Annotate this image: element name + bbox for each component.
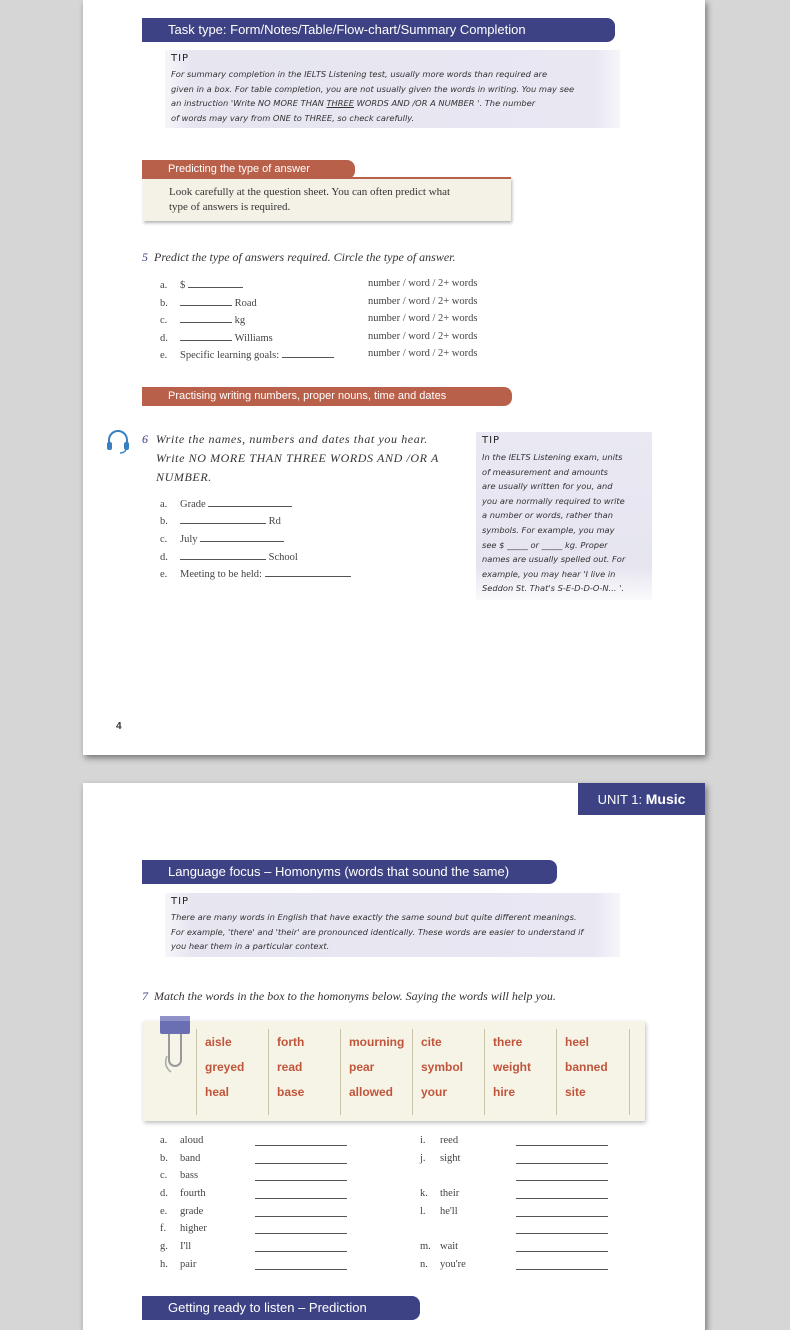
homonym-item: h. pair [160,1259,197,1270]
q5-item-c: c. kg [160,315,246,326]
predicting-banner: Predicting the type of answer [142,160,355,179]
question-5-instruction: 5 Predict the type of answers required. Circle the type of answer. [142,250,456,264]
q5-item-b: b. Road [160,298,257,309]
homonym-item: a. aloud [160,1135,204,1146]
q5-item-d: d. Williams [160,333,273,344]
homonym-item: b. band [160,1153,201,1164]
answer-line[interactable] [255,1163,347,1164]
q6-item-d: d. School [160,552,298,563]
word-item[interactable]: read [277,1060,303,1074]
answer-blank[interactable] [180,514,266,524]
answer-line[interactable] [255,1145,347,1146]
headphones-icon[interactable] [105,428,131,459]
answer-blank[interactable] [265,567,351,577]
word-item[interactable]: weight [493,1060,531,1074]
word-item[interactable]: mourning [349,1035,405,1049]
word-item[interactable]: greyed [205,1060,245,1074]
q6-item-b: b. Rd [160,516,281,527]
answer-blank[interactable] [282,348,334,358]
word-item[interactable]: pear [349,1060,375,1074]
answer-line[interactable] [255,1216,347,1217]
q5-options-e[interactable]: number / word / 2+ words [368,348,478,359]
answer-line[interactable] [516,1251,608,1252]
answer-blank[interactable] [180,296,232,306]
answer-blank[interactable] [188,278,243,288]
answer-blank[interactable] [180,331,232,341]
answer-line[interactable] [255,1269,347,1270]
question-6-instruction: 6 Write the names, numbers and dates that you hear. Write NO MORE THAN THREE WORDS AND /OR A NUMBER. [142,432,439,484]
word-item[interactable]: cite [421,1035,442,1049]
language-focus-banner: Language focus – Homonyms (words that sound the same) [142,860,557,884]
word-item[interactable]: banned [565,1060,608,1074]
word-item[interactable]: base [277,1085,305,1099]
tip-title: TIP [171,896,190,907]
unit-tab: UNIT 1: Music [578,783,705,815]
answer-line[interactable] [516,1145,608,1146]
homonym-item: n. you're [420,1259,466,1270]
answer-blank[interactable] [180,313,232,323]
predicting-note-text: Look carefully at the question sheet. You can often predict what type of answers is required. [169,186,451,213]
word-item[interactable]: aisle [205,1035,232,1049]
task-type-banner: Task type: Form/Notes/Table/Flow-chart/Summary Completion [142,18,615,42]
question-7-instruction: 7 Match the words in the box to the homonyms below. Saying the words will help you. [142,989,556,1003]
word-column [340,1029,413,1115]
page-number: 4 [116,721,122,732]
answer-line[interactable] [516,1180,608,1181]
homonym-item: d. fourth [160,1188,206,1199]
answer-line[interactable] [516,1269,608,1270]
answer-blank[interactable] [180,550,266,560]
homonym-item: j. sight [420,1153,461,1164]
answer-line[interactable] [516,1233,608,1234]
answer-line[interactable] [516,1216,608,1217]
q5-item-e: e. Specific learning goals: [160,348,334,361]
answer-blank[interactable] [200,532,284,542]
getting-ready-banner: Getting ready to listen – Prediction [142,1296,420,1320]
homonym-item: g. I'll [160,1241,192,1252]
tip-text: For summary completion in the IELTS Listening test, usually more words than required are given in a box. For table completion, you are not usually given the words in writing. You may see an instruction 'Write NO MORE THAN THREE WORDS AND /OR A NUMBER '. The number of words may vary from ONE to THREE, so check carefully. [171,69,575,123]
answer-line[interactable] [255,1180,347,1181]
homonym-item: f. higher [160,1223,207,1234]
word-item[interactable]: site [565,1085,586,1099]
tip-title: TIP [482,435,501,446]
binder-clip-icon [159,1016,191,1081]
homonym-item: e. grade [160,1206,204,1217]
word-column [556,1029,630,1115]
tip-title: TIP [171,53,190,64]
word-item[interactable]: symbol [421,1060,464,1074]
word-item[interactable]: heal [205,1085,230,1099]
q6-item-a: a. Grade [160,497,292,510]
word-item[interactable]: allowed [349,1085,394,1099]
predicting-note-box [143,177,511,221]
word-column [484,1029,557,1115]
q6-item-c: c. July [160,532,284,545]
answer-line[interactable] [516,1198,608,1199]
tip-homonyms-text: There are many words in English that have exactly the same sound but quite different meanings. For example, 'there' and 'their' are pronounced identically. These words are easier to understand if you hear them in a particular context. [171,912,584,952]
homonym-item: l. he'll [420,1206,458,1217]
answer-line[interactable] [255,1233,347,1234]
word-item[interactable]: forth [277,1035,305,1049]
q5-options-a[interactable]: number / word / 2+ words [368,278,478,289]
q5-options-c[interactable]: number / word / 2+ words [368,313,478,324]
tip-box-homonyms [165,893,620,957]
answer-blank[interactable] [208,497,292,507]
q6-item-e: e. Meeting to be held: [160,567,351,580]
answer-line[interactable] [255,1198,347,1199]
homonym-item: i. reed [420,1135,459,1146]
tip-units-text: In the IELTS Listening exam, units of measurement and amounts are usually written for you, and you are normally required to write a number or words, rather than symbols. For example, you may see $ _____ or _____ kg. Proper names are usually spelled out. For example, you may hear 'I live in Seddon St. That's S-E-D-D-O-N... '. [482,452,626,594]
homonym-item: m. wait [420,1241,459,1252]
q5-item-a: a. $ [160,278,243,291]
word-item[interactable]: heel [565,1035,590,1049]
word-column [268,1029,341,1115]
q5-options-b[interactable]: number / word / 2+ words [368,296,478,307]
word-box [143,1021,645,1121]
word-column [412,1029,485,1115]
word-column [196,1029,269,1115]
q5-options-d[interactable]: number / word / 2+ words [368,331,478,342]
answer-line[interactable] [255,1251,347,1252]
tip-box-summary [165,50,620,128]
word-item[interactable]: hire [493,1085,516,1099]
practising-banner: Practising writing numbers, proper nouns, time and dates [142,387,512,406]
word-item[interactable]: there [493,1035,523,1049]
tip-box-units [476,432,652,600]
homonym-item: k. their [420,1188,460,1199]
textbook-page-5 [83,783,705,1330]
homonym-item: c. bass [160,1170,199,1181]
answer-line[interactable] [516,1163,608,1164]
textbook-page-4 [83,0,705,755]
word-item[interactable]: your [421,1085,448,1099]
